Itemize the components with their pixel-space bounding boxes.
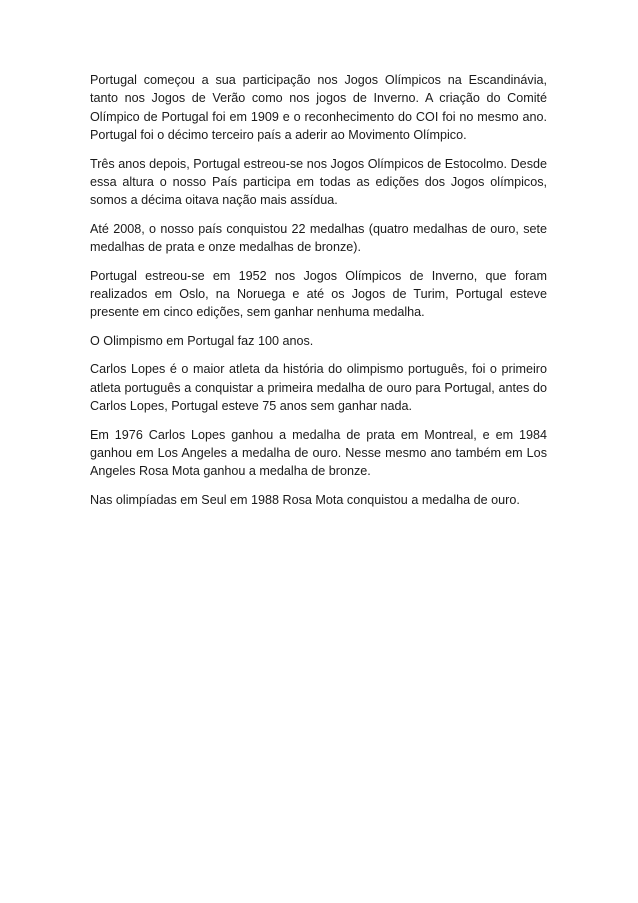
paragraph-intro: Portugal começou a sua participação nos Jogos Olímpicos na Escandinávia, tanto nos Jogos de Verão como nos jogos de Inverno. A criação do Comité Olímpico de Portugal foi em 1909 e o reconhecimento do COI foi no mesmo ano. Portugal foi o décimo terceiro país a aderir ao Movimento Olímpico.	[90, 73, 547, 143]
document-body	[90, 71, 547, 519]
paragraph-medals: Até 2008, o nosso país conquistou 22 medalhas (quatro medalhas de ouro, sete medalhas de prata e onze medalhas de bronze).	[90, 221, 547, 255]
paragraph-stockholm: Três anos depois, Portugal estreou-se nos Jogos Olímpicos de Estocolmo. Desde essa altura o nosso País participa em todas as edições dos Jogos olímpicos, somos a décima oitava nação mais assídua.	[90, 156, 547, 208]
paragraph-seoul: Nas olimpíadas em Seul em 1988 Rosa Mota conquistou a medalha de ouro.	[90, 492, 520, 507]
paragraph-1976-1984: Em 1976 Carlos Lopes ganhou a medalha de prata em Montreal, e em 1984 ganhou em Los Angeles a medalha de ouro. Nesse mesmo ano também em Los Angeles Rosa Mota ganhou a medalha de bronze.	[90, 427, 547, 479]
paragraph-centenary: O Olimpismo em Portugal faz 100 anos.	[90, 333, 314, 348]
paragraph-winter-games: Portugal estreou-se em 1952 nos Jogos Olímpicos de Inverno, que foram realizados em Oslo, na Noruega e até os Jogos de Turim, Portugal esteve presente em cinco edições, sem ganhar nenhuma medalha.	[90, 268, 547, 320]
paragraph-carlos-lopes: Carlos Lopes é o maior atleta da história do olimpismo português, foi o primeiro atleta português a conquistar a primeira medalha de ouro para Portugal, antes do Carlos Lopes, Portugal esteve 75 anos sem ganhar nada.	[90, 362, 547, 414]
